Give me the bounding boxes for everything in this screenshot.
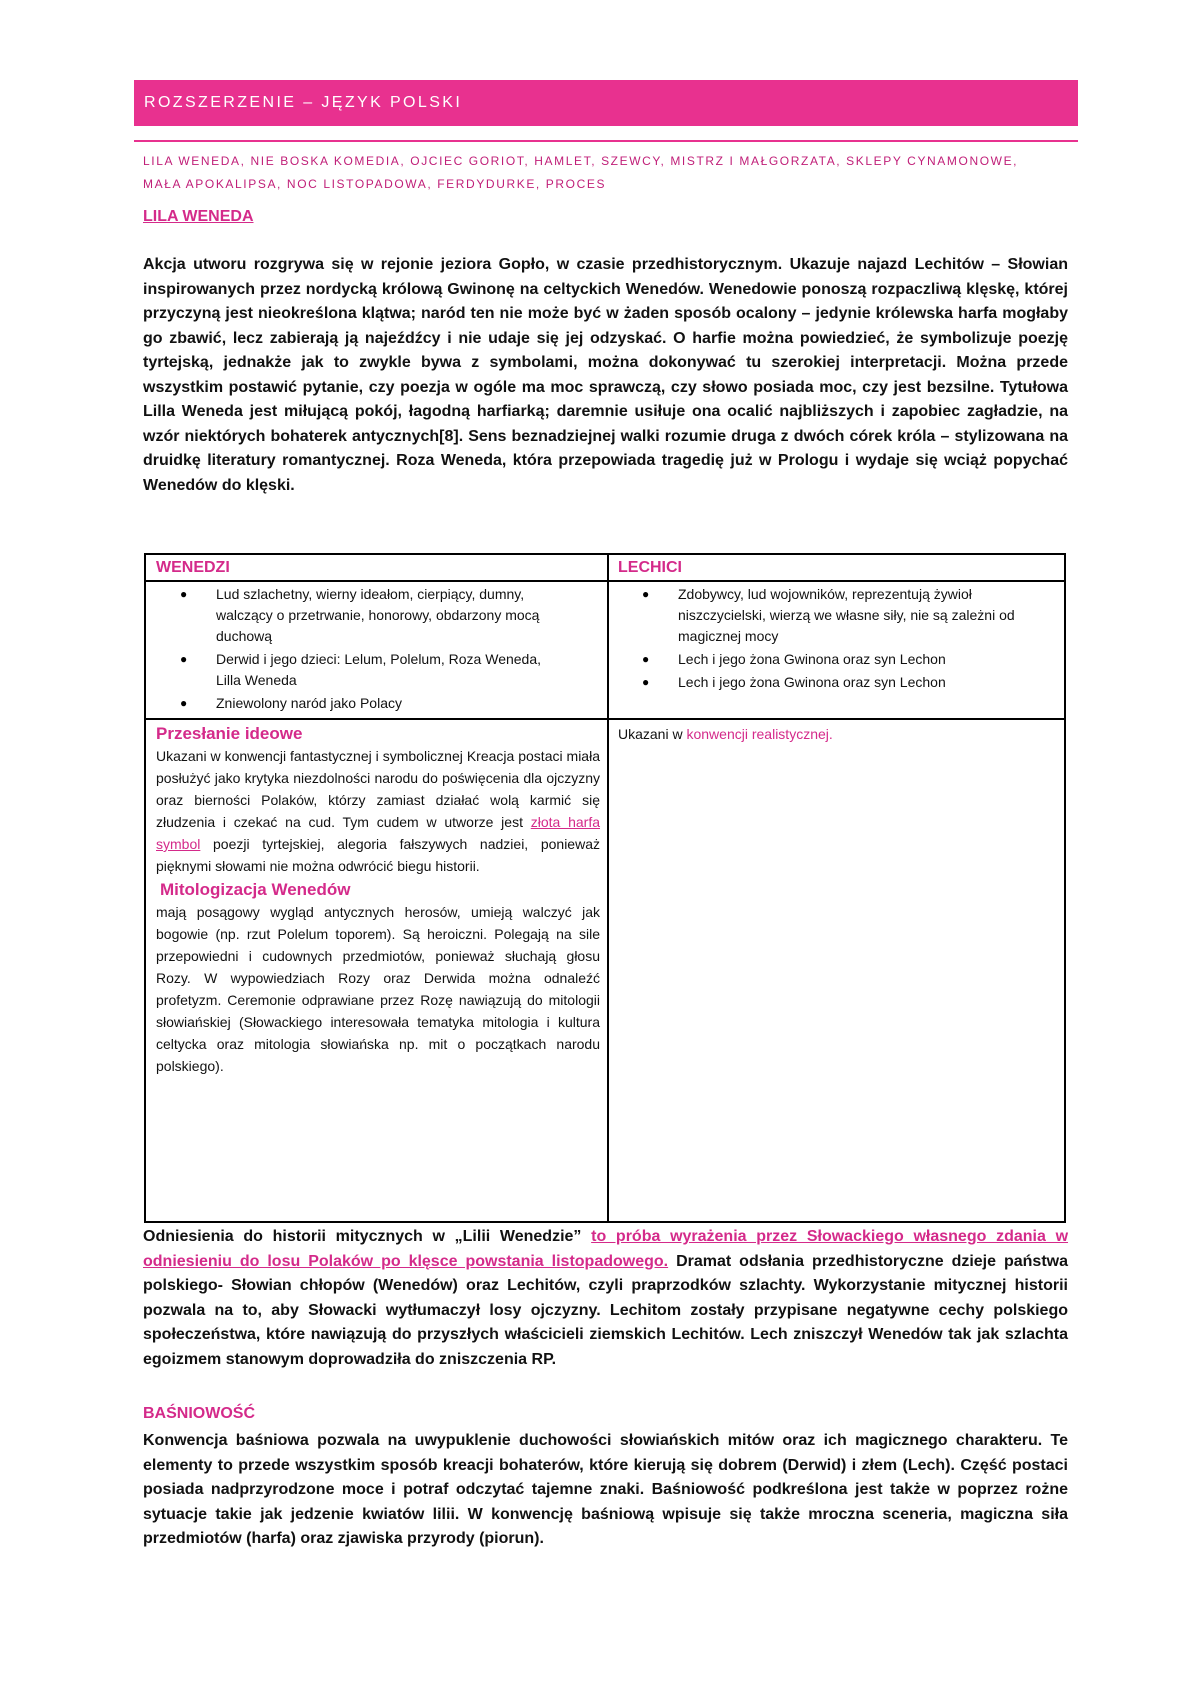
intro-paragraph: Akcja utworu rozgrywa się w rejonie jeziora Gopło, w czasie przedhistorycznym. Ukazuje najazd Lechitów – Słowian inspirowanych przez nordycką królową Gwinonę na celtyckich Wenedów. Wenedowie ponoszą rozpaczliwą klęskę, której przyczyną jest nieokreślona klątwa; naród ten nie może być w żaden sposób ocalony – jedynie królewska harfa mogłaby go zbawić, lecz zabierają ją najeźdźcy i nie udaje się jej odzyskać. O harfie można powiedzieć, że symbolizuje poezję tyrtejską, jednakże jak to zwykle bywa z symbolami, można dokonywać tu szerokiej interpretacji. Można przede wszystkim postawić pytanie, czy poezja w ogóle ma moc sprawczą, czy słowo posiada moc, czy jest bezsilne. Tytułowa Lilla Weneda jest miłującą pokój, łagodną harfiarką; daremnie usiłuje ona ocalić najbliższych i zapobiec zagładzie, na wzór niektórych bohaterek antycznych[8]. Sens beznadziejnej walki rozumie druga z dwóch córek króla – stylizowana na druidkę literatury romantycznej. Roza Weneda, która przepowiada tragedię już w Prologu i wydaje się wciąż popychać Wenedów do klęski. [143, 256, 1068, 494]
table-divider-header [146, 580, 1064, 582]
column-header-wenedzi: WENEDZI [156, 559, 230, 576]
przeslanie-cell [156, 723, 600, 1077]
column-header-lechici: LECHICI [618, 559, 682, 576]
lechici-convention-text: Ukazani w [618, 726, 683, 742]
list-item: ● Lech i jego żona Gwinona oraz syn Lechon [638, 649, 1028, 670]
lechici-list [638, 584, 1028, 695]
list-item: ● Zniewolony naród jako Polacy [176, 693, 556, 714]
table-divider-row [146, 718, 1064, 720]
history-paragraph [143, 1225, 1068, 1372]
mitologizacja-text: mają posągowy wygląd antycznych herosów, umieją walczyć jak bogowie (np. rzut Polelum toporem). Są heroiczni. Polegają na sile przepowiedni i cudownych przedmiotów, ponieważ słuchają głosu Rozy. W wypowiedziach Rozy oraz Derwida można odnaleźć profetyzm. Ceremonie odprawiane przez Rozę nawiązują do mitologii słowiańskiej (Słowackiego interesowała tematyka mitologia i kultura celtycka oraz mitologia słowiańska np. mit o początkach narodu polskiego). [156, 904, 600, 1074]
przeslanie-text: Ukazani w konwencji fantastycznej i symbolicznej Kreacja postaci miała posłużyć jako krytyka niezdolności narodu do poświęcenia dla ojczyzny oraz bierności Polaków, którzy zamiast działać wolą karmić się złudzenia i czekać na cud. Tym cudem w utworze jest [156, 748, 600, 830]
przeslanie-title: Przesłanie ideowe [156, 724, 303, 743]
mitologizacja-title: Mitologizacja Wenedów [160, 880, 351, 899]
section-title-basniowosc: BAŚNIOWOŚĆ [143, 1405, 255, 1422]
list-item: ● Lud szlachetny, wierny ideałom, cierpiący, dumny, walczący o przetrwanie, honorowy, obdarzony mocą duchową [176, 584, 556, 647]
section-title-lila-weneda: LILA WENEDA [143, 208, 254, 225]
history-text-end: Dramat odsłania przedhistoryczne dzieje państwa polskiego- Słowian chłopów (Wenedów) oraz Lechitów, czyli praprzodków szlachty. Wykorzystanie mitycznej historii pozwala na to, aby Słowacki wytłumaczył losy ojczyzny. Lechitom zostały przypisane negatywne cechy polskiego społeczeństwa, które nawiązują do przyszłych właścicieli ziemskich Lechitów. Lech zniszczył Wenedów tak jak szlachta egoizmem stanowym doprowadziła do zniszczenia RP. [143, 1252, 1069, 1368]
harfa-link[interactable]: złota harfa symbol [156, 814, 600, 852]
table-divider-vertical [607, 555, 609, 1221]
lechici-convention-highlight: konwencji realistycznej. [686, 726, 833, 742]
header-rule [134, 140, 1078, 142]
list-item: ● Lech i jego żona Gwinona oraz syn Lechon [638, 672, 1028, 693]
wenedzi-list [176, 584, 556, 716]
comparison-table [144, 553, 1066, 1223]
basniowosc-paragraph: Konwencja baśniowa pozwala na uwypuklenie duchowości słowiańskich mitów oraz ich magicznego charakteru. Te elementy to przede wszystkim sposób kreacji bohaterów, które kierują się dobrem (Derwid) i złem (Lech). Część postaci posiada nadprzyrodzone moce i potraf odczytać tajemne znaki. Baśniowość podkreślona jest także w poprzez rożne sytuacje takie jak jedzenie kwiatów lilii. W konwencję baśniową wpisuje się także mroczna sceneria, magiczna siła przedmiotów (harfa) oraz zjawiska przyrody (piorun). [143, 1432, 1068, 1547]
history-text: Odniesienia do historii mitycznych w „Lilii Wenedzie” [143, 1228, 582, 1245]
lechici-convention-cell [618, 723, 1058, 745]
header-banner: ROZSZERZENIE – JĘZYK POLSKI [134, 80, 1078, 126]
topics-list: LILA WENEDA, NIE BOSKA KOMEDIA, OJCIEC GORIOT, HAMLET, SZEWCY, MISTRZ I MAŁGORZATA, SKLEPY CYNAMONOWE, MAŁA APOKALIPSA, NOC LISTOPADOWA, FERDYDURKE, PROCES [143, 154, 1019, 191]
przeslanie-text-end: poezji tyrtejskiej, alegoria fałszywych nadziei, ponieważ pięknymi słowami nie można odwrócić biegu historii. [156, 836, 600, 874]
list-item: ● Zdobywcy, lud wojowników, reprezentują żywioł niszczycielski, wierzą we własne siły, nie są zależni od magicznej mocy [638, 584, 1028, 647]
list-item: ● Derwid i jego dzieci: Lelum, Polelum, Roza Weneda, Lilla Weneda [176, 649, 556, 691]
history-highlight-link[interactable]: to próba wyrażenia przez Słowackiego własnego zdania w odniesieniu do losu Polaków po klęsce powstania listopadowego. [143, 1228, 1069, 1270]
